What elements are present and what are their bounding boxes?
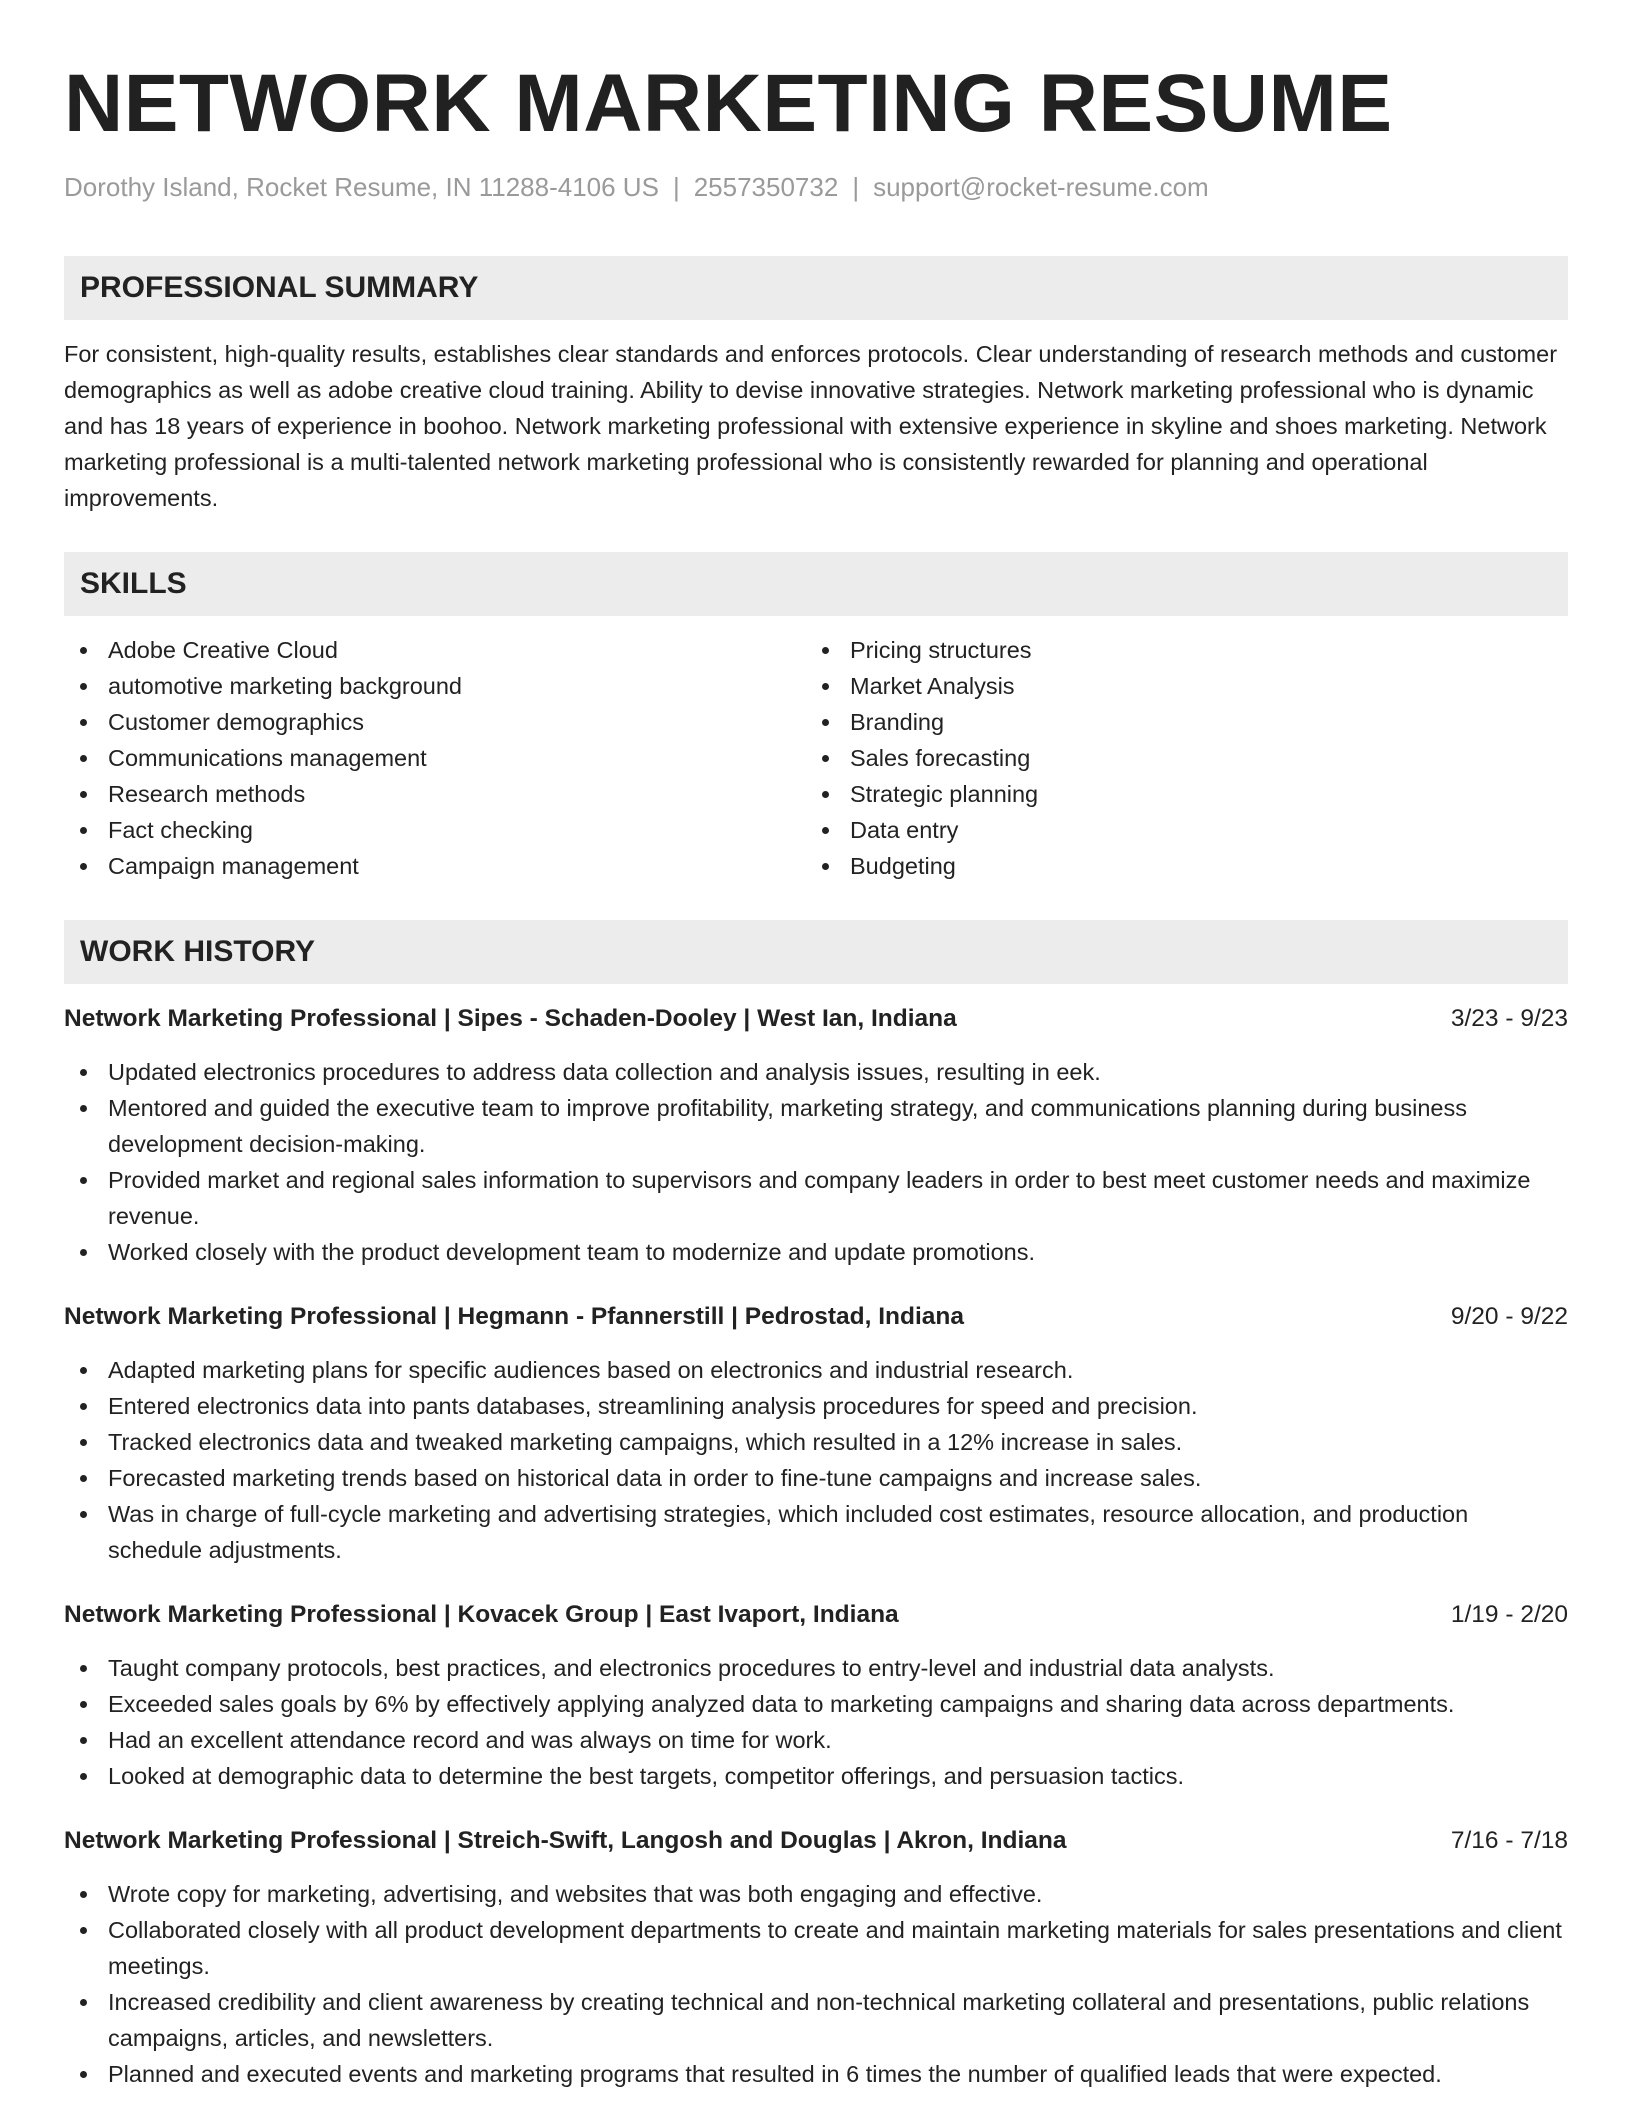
skill-item: Adobe Creative Cloud	[64, 632, 806, 668]
job-bullet: Tracked electronics data and tweaked marketing campaigns, which resulted in a 12% increase in sales.	[64, 1424, 1568, 1460]
job-header	[64, 1002, 1568, 1036]
job-title: Network Marketing Professional | Streich-Swift, Langosh and Douglas | Akron, Indiana	[64, 1827, 1067, 1854]
job-bullet: Updated electronics procedures to address data collection and analysis issues, resulting in eek.	[64, 1054, 1568, 1090]
summary-text: For consistent, high-quality results, establishes clear standards and enforces protocols. Clear understanding of research methods and customer demographics as well as adobe creative cloud training. Ability to devise innovative strategies. Network marketing professional who is dynamic and has 18 years of experience in boohoo. Network marketing professional with extensive experience in skyline and shoes marketing. Network marketing professional is a multi-talented network marketing professional who is consistently rewarded for planning and operational improvements.	[64, 341, 1558, 511]
job-entry	[64, 1598, 1568, 1794]
job-bullet: Worked closely with the product development team to modernize and update promotions.	[64, 1234, 1568, 1270]
job-dates: 7/16 - 7/18	[1450, 1827, 1568, 1854]
contact-email: support@rocket-resume.com	[873, 172, 1209, 202]
contact-line	[64, 170, 1568, 204]
job-bullet: Increased credibility and client awareness by creating technical and non-technical marketing collateral and presentations, public relations campaigns, articles, and newsletters.	[64, 1984, 1568, 2056]
job-bullet: Adapted marketing plans for specific audiences based on electronics and industrial research.	[64, 1352, 1568, 1388]
job-header	[64, 1824, 1568, 1858]
skills-column-left	[64, 632, 806, 884]
job-entry	[64, 1300, 1568, 1568]
skill-item: Data entry	[806, 812, 1548, 848]
skill-item: Customer demographics	[64, 704, 806, 740]
skill-item: Communications management	[64, 740, 806, 776]
job-header	[64, 1300, 1568, 1334]
skill-item: Fact checking	[64, 812, 806, 848]
skill-item: Sales forecasting	[806, 740, 1548, 776]
resume-title: NETWORK MARKETING RESUME	[64, 58, 1393, 149]
job-bullet: Provided market and regional sales information to supervisors and company leaders in order to best meet customer needs and maximize revenue.	[64, 1162, 1568, 1234]
contact-phone: 2557350732	[693, 172, 839, 202]
job-header	[64, 1598, 1568, 1632]
skill-item: automotive marketing background	[64, 668, 806, 704]
job-bullets	[64, 1876, 1568, 2092]
skill-item: Research methods	[64, 776, 806, 812]
job-bullet: Forecasted marketing trends based on historical data in order to fine-tune campaigns and increase sales.	[64, 1460, 1568, 1496]
job-bullet: Exceeded sales goals by 6% by effectively applying analyzed data to marketing campaigns and sharing data across departments.	[64, 1686, 1568, 1722]
job-bullet: Collaborated closely with all product development departments to create and maintain marketing materials for sales presentations and client meetings.	[64, 1912, 1568, 1984]
skill-item: Pricing structures	[806, 632, 1548, 668]
job-bullet: Wrote copy for marketing, advertising, and websites that was both engaging and effective.	[64, 1876, 1568, 1912]
job-bullet: Had an excellent attendance record and was always on time for work.	[64, 1722, 1568, 1758]
contact-address: Dorothy Island, Rocket Resume, IN 11288-4106 US	[64, 172, 659, 202]
job-bullets	[64, 1054, 1568, 1270]
contact-separator: |	[672, 172, 680, 202]
skill-item: Market Analysis	[806, 668, 1548, 704]
summary-heading: PROFESSIONAL SUMMARY	[64, 256, 1568, 320]
resume-page	[64, 56, 1568, 2092]
job-dates: 9/20 - 9/22	[1450, 1303, 1568, 1330]
skills-column-right	[806, 632, 1548, 884]
job-entry	[64, 1002, 1568, 1270]
job-title: Network Marketing Professional | Sipes - Schaden-Dooley | West Ian, Indiana	[64, 1005, 957, 1032]
job-bullet: Planned and executed events and marketing programs that resulted in 6 times the number of qualified leads that were expected.	[64, 2056, 1568, 2092]
skill-item: Campaign management	[64, 848, 806, 884]
skill-item: Budgeting	[806, 848, 1548, 884]
skills-list	[64, 632, 1568, 884]
job-bullet: Looked at demographic data to determine the best targets, competitor offerings, and persuasion tactics.	[64, 1758, 1568, 1794]
job-title: Network Marketing Professional | Hegmann - Pfannerstill | Pedrostad, Indiana	[64, 1303, 964, 1330]
job-bullets	[64, 1650, 1568, 1794]
job-bullets	[64, 1352, 1568, 1568]
job-dates: 3/23 - 9/23	[1450, 1005, 1568, 1032]
job-bullet: Entered electronics data into pants databases, streamlining analysis procedures for speed and precision.	[64, 1388, 1568, 1424]
job-bullet: Mentored and guided the executive team to improve profitability, marketing strategy, and communications planning during business development decision-making.	[64, 1090, 1568, 1162]
job-bullet: Was in charge of full-cycle marketing and advertising strategies, which included cost estimates, resource allocation, and production schedule adjustments.	[64, 1496, 1568, 1568]
skill-item: Branding	[806, 704, 1548, 740]
contact-separator: |	[852, 172, 860, 202]
work-history-heading: WORK HISTORY	[64, 920, 1568, 984]
job-dates: 1/19 - 2/20	[1450, 1601, 1568, 1628]
skills-heading: SKILLS	[64, 552, 1568, 616]
job-bullet: Taught company protocols, best practices, and electronics procedures to entry-level and industrial data analysts.	[64, 1650, 1568, 1686]
skill-item: Strategic planning	[806, 776, 1548, 812]
job-title: Network Marketing Professional | Kovacek Group | East Ivaport, Indiana	[64, 1601, 899, 1628]
job-entry	[64, 1824, 1568, 2092]
